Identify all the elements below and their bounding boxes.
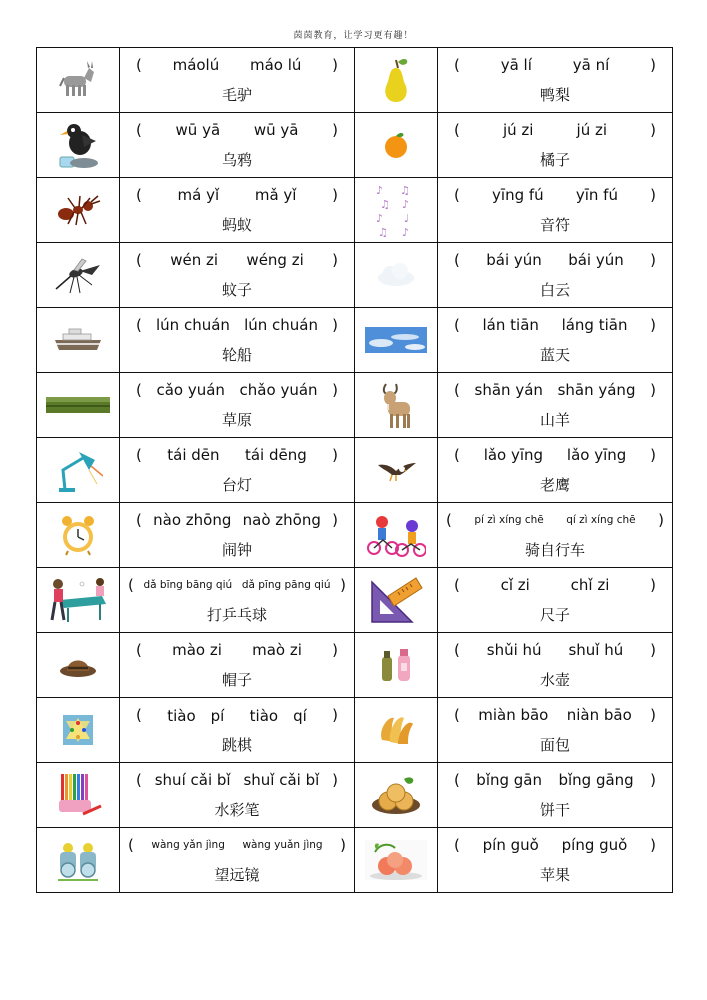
answer-cell	[120, 48, 355, 113]
picture-cell	[37, 438, 120, 503]
close-paren: )	[332, 641, 338, 659]
pinyin-option-1[interactable]: má yǐ	[177, 186, 220, 204]
pinyin-option-2[interactable]: yīn fú	[575, 186, 618, 204]
answer-cell	[120, 373, 355, 438]
pinyin-options	[438, 698, 672, 732]
alarm-clock-icon	[37, 513, 119, 557]
chinese-word: 山羊	[539, 411, 570, 429]
table-row	[37, 633, 673, 698]
chinese-word: 跳棋	[221, 736, 252, 754]
table-row	[37, 828, 673, 893]
table-row	[37, 308, 673, 373]
picture-cell	[355, 308, 438, 373]
answer-cell	[438, 373, 673, 438]
open-paren: (	[454, 316, 460, 334]
chinese-word: 草原	[221, 411, 252, 429]
picture-cell	[355, 48, 438, 113]
biscuits-icon	[355, 773, 437, 817]
picture-cell	[355, 243, 438, 308]
table-row	[37, 698, 673, 763]
close-paren: )	[332, 316, 338, 334]
pinyin-option-2[interactable]: láng tiān	[561, 316, 628, 334]
pinyin-option-2[interactable]: tiào qí	[249, 706, 307, 725]
answer-cell	[438, 48, 673, 113]
picture-cell	[37, 308, 120, 373]
open-paren: (	[136, 121, 142, 139]
close-paren: )	[650, 316, 656, 334]
pinyin-option-1[interactable]: lǎo yīng	[483, 446, 544, 464]
open-paren: (	[454, 186, 460, 204]
pinyin-option-1[interactable]: máolú	[172, 56, 220, 74]
pinyin-option-1[interactable]: nào zhōng	[153, 511, 232, 529]
pinyin-option-2[interactable]: lǎo yīng	[566, 446, 627, 464]
open-paren: (	[136, 771, 142, 789]
picture-cell	[355, 438, 438, 503]
chinese-word: 帽子	[221, 671, 252, 689]
pinyin-options	[120, 828, 354, 862]
crow-icon	[37, 119, 119, 171]
pinyin-option-2[interactable]: wū yā	[253, 121, 299, 139]
pinyin-option-1[interactable]: wàng yǎn jìng	[151, 839, 225, 851]
pinyin-option-2[interactable]: yā ní	[572, 56, 610, 74]
open-paren: (	[136, 446, 142, 464]
answer-cell	[438, 503, 673, 568]
close-paren: )	[332, 446, 338, 464]
svg-text:♪: ♪	[376, 184, 384, 197]
pinyin-option-1[interactable]: lún chuán	[156, 316, 230, 334]
open-paren: (	[454, 121, 460, 139]
open-paren: (	[454, 706, 460, 724]
chinese-word: 白云	[539, 281, 570, 299]
chinese-word: 打乒乓球	[206, 606, 267, 624]
pinyin-option-1[interactable]: miàn bāo	[478, 706, 549, 724]
pinyin-options	[438, 243, 672, 277]
pinyin-option-2[interactable]: bái yún	[568, 251, 624, 269]
answer-cell	[438, 633, 673, 698]
chinese-word: 骑自行车	[524, 541, 585, 559]
pinyin-option-2[interactable]: wéng zi	[246, 251, 304, 269]
open-paren: (	[128, 576, 134, 594]
answer-cell	[120, 828, 355, 893]
picture-cell	[355, 178, 438, 243]
table-row	[37, 503, 673, 568]
open-paren: (	[446, 511, 452, 529]
pinyin-options	[438, 503, 672, 537]
close-paren: )	[650, 381, 656, 399]
close-paren: )	[332, 56, 338, 74]
telescope-icon	[37, 838, 119, 882]
open-paren: (	[454, 771, 460, 789]
table-row	[37, 763, 673, 828]
ruler-icon	[355, 574, 437, 626]
chinese-word: 水壶	[539, 671, 570, 689]
svg-text:♫: ♫	[380, 198, 390, 211]
open-paren: (	[136, 316, 142, 334]
bread-icon	[355, 710, 437, 750]
picture-cell	[355, 503, 438, 568]
pinyin-options	[438, 763, 672, 797]
answer-cell	[120, 568, 355, 633]
picture-cell	[37, 373, 120, 438]
pinyin-options	[438, 113, 672, 147]
pinyin-options	[120, 308, 354, 342]
close-paren: )	[340, 836, 346, 854]
pinyin-option-2[interactable]: chǐ zi	[570, 576, 610, 594]
pinyin-option-2[interactable]: chǎo yuán	[239, 381, 318, 399]
picture-cell	[355, 763, 438, 828]
close-paren: )	[650, 251, 656, 269]
pinyin-option-1[interactable]: tái dēn	[167, 446, 220, 464]
close-paren: )	[340, 576, 346, 594]
picture-cell	[355, 373, 438, 438]
pinyin-options	[438, 373, 672, 407]
pear-icon	[355, 54, 437, 106]
desk-lamp-icon	[37, 446, 119, 494]
close-paren: )	[650, 56, 656, 74]
pinyin-worksheet-table	[36, 47, 673, 893]
table-row	[37, 568, 673, 633]
answer-cell	[120, 243, 355, 308]
picture-cell	[355, 568, 438, 633]
pinyin-options	[120, 438, 354, 472]
chinese-word: 水彩笔	[214, 801, 260, 819]
close-paren: )	[650, 576, 656, 594]
picture-cell	[37, 633, 120, 698]
open-paren: (	[136, 641, 142, 659]
open-paren: (	[454, 576, 460, 594]
close-paren: )	[650, 446, 656, 464]
water-bottle-icon	[355, 645, 437, 685]
pinyin-option-2[interactable]: niàn bāo	[566, 706, 632, 724]
chinese-word: 苹果	[539, 866, 570, 884]
answer-cell	[120, 113, 355, 178]
chinese-word: 台灯	[221, 476, 252, 494]
table-row	[37, 48, 673, 113]
svg-text:♩: ♩	[404, 212, 410, 225]
eagle-icon	[355, 455, 437, 485]
ant-icon	[37, 192, 119, 228]
chinese-word: 蓝天	[539, 346, 570, 364]
open-paren: (	[454, 641, 460, 659]
pinyin-options	[120, 763, 354, 797]
pinyin-option-1[interactable]: mào zi	[172, 641, 222, 659]
table-row	[37, 373, 673, 438]
picture-cell	[37, 48, 120, 113]
donkey-icon	[37, 58, 119, 102]
chinese-word: 音符	[539, 216, 570, 234]
close-paren: )	[650, 641, 656, 659]
close-paren: )	[332, 121, 338, 139]
answer-cell	[438, 113, 673, 178]
pinyin-option-1[interactable]: bǐng gān	[476, 771, 543, 789]
pinyin-option-2[interactable]: qí zì xíng chē	[566, 514, 636, 526]
picture-cell	[37, 113, 120, 178]
pinyin-option-2[interactable]: shuǐ cǎi bǐ	[243, 771, 320, 789]
music-notes-icon	[355, 182, 437, 238]
open-paren: (	[136, 381, 142, 399]
pinyin-option-1[interactable]: lán tiān	[482, 316, 539, 334]
picture-cell	[37, 568, 120, 633]
picture-cell	[37, 828, 120, 893]
open-paren: (	[454, 56, 460, 74]
close-paren: )	[650, 186, 656, 204]
table-row	[37, 113, 673, 178]
close-paren: )	[332, 511, 338, 529]
orange-icon	[355, 130, 437, 160]
chinese-word: 毛驴	[221, 86, 252, 104]
chinese-word: 闹钟	[221, 541, 252, 559]
answer-cell	[120, 698, 355, 763]
pinyin-option-2[interactable]: mǎ yǐ	[254, 186, 297, 204]
pinyin-options	[120, 243, 354, 277]
pinyin-options	[438, 308, 672, 342]
open-paren: (	[454, 836, 460, 854]
pinyin-options	[438, 48, 672, 82]
pinyin-option-1[interactable]: wén zi	[170, 251, 219, 269]
pinyin-option-2[interactable]: naò zhōng	[242, 511, 321, 529]
pinyin-option-2[interactable]: shān yáng	[557, 381, 636, 399]
pinyin-options	[438, 178, 672, 212]
pinyin-option-1[interactable]: jú zi	[502, 121, 534, 139]
pinyin-option-1[interactable]: yā lí	[500, 56, 532, 74]
pinyin-option-1[interactable]: tiào pí	[167, 706, 225, 725]
answer-cell	[120, 503, 355, 568]
chinese-word: 望远镜	[214, 866, 260, 884]
answer-cell	[120, 438, 355, 503]
answer-cell	[438, 568, 673, 633]
pinyin-option-1[interactable]: shuí cǎi bǐ	[154, 771, 231, 789]
chinese-word: 尺子	[539, 606, 570, 624]
answer-cell	[120, 308, 355, 373]
cyclists-icon	[355, 512, 437, 558]
open-paren: (	[136, 251, 142, 269]
pinyin-option-2[interactable]: dǎ pīng pāng qiú	[241, 579, 331, 591]
open-paren: (	[136, 511, 142, 529]
picture-cell	[37, 763, 120, 828]
answer-cell	[438, 828, 673, 893]
pinyin-options	[120, 48, 354, 82]
pinyin-options	[120, 698, 354, 732]
close-paren: )	[332, 771, 338, 789]
pinyin-option-2[interactable]: lún chuán	[244, 316, 318, 334]
close-paren: )	[650, 771, 656, 789]
chinese-word: 轮船	[221, 346, 252, 364]
close-paren: )	[332, 251, 338, 269]
pinyin-option-1[interactable]: cǎo yuán	[156, 381, 225, 399]
picture-cell	[37, 503, 120, 568]
table-tennis-icon	[37, 574, 119, 626]
chinese-word: 蚂蚁	[221, 216, 252, 234]
cloud-icon	[355, 260, 437, 290]
pinyin-options	[120, 178, 354, 212]
open-paren: (	[136, 706, 142, 724]
close-paren: )	[332, 706, 338, 724]
picture-cell	[37, 698, 120, 763]
pinyin-option-2[interactable]: wàng yuǎn jìng	[242, 839, 323, 851]
svg-text:♪: ♪	[402, 198, 410, 211]
answer-cell	[438, 308, 673, 373]
open-paren: (	[128, 836, 134, 854]
chinese-word: 乌鸦	[221, 151, 252, 169]
answer-cell	[120, 633, 355, 698]
pinyin-options	[438, 633, 672, 667]
pinyin-option-1[interactable]: cǐ zi	[500, 576, 530, 594]
answer-cell	[438, 698, 673, 763]
picture-cell	[37, 178, 120, 243]
answer-cell	[120, 178, 355, 243]
pinyin-options	[120, 503, 354, 537]
table-row	[37, 438, 673, 503]
blue-sky-icon	[355, 327, 437, 353]
open-paren: (	[454, 446, 460, 464]
close-paren: )	[332, 381, 338, 399]
pinyin-options	[438, 828, 672, 862]
pinyin-options	[438, 438, 672, 472]
pinyin-option-2[interactable]: píng guǒ	[561, 836, 628, 854]
close-paren: )	[332, 186, 338, 204]
pinyin-options	[120, 633, 354, 667]
mosquito-icon	[37, 253, 119, 297]
chinese-checkers-icon	[37, 713, 119, 747]
svg-text:♫: ♫	[400, 184, 410, 197]
picture-cell	[355, 113, 438, 178]
open-paren: (	[454, 381, 460, 399]
chinese-word: 鸭梨	[539, 86, 570, 104]
pinyin-option-2[interactable]: bǐng gāng	[558, 771, 634, 789]
picture-cell	[355, 828, 438, 893]
pinyin-options	[120, 373, 354, 407]
grassland-icon	[37, 397, 119, 413]
page-header: 茵茵教育，让学习更有趣！	[293, 31, 414, 41]
picture-cell	[355, 633, 438, 698]
svg-text:♪: ♪	[402, 226, 410, 238]
table-row	[37, 243, 673, 308]
answer-cell	[438, 178, 673, 243]
pinyin-option-1[interactable]: pín guǒ	[482, 836, 539, 854]
chinese-word: 面包	[539, 736, 570, 754]
pinyin-option-1[interactable]: pí zì xíng chē	[474, 514, 544, 526]
open-paren: (	[136, 186, 142, 204]
chinese-word: 老鹰	[539, 476, 570, 494]
svg-text:♫: ♫	[378, 226, 388, 238]
pinyin-option-1[interactable]: bái yún	[486, 251, 542, 269]
pinyin-option-1[interactable]: shǔi hú	[486, 641, 542, 659]
close-paren: )	[650, 121, 656, 139]
pinyin-options	[120, 568, 354, 602]
answer-cell	[438, 243, 673, 308]
chinese-word: 饼干	[539, 801, 570, 819]
chinese-word: 蚊子	[221, 281, 252, 299]
pinyin-option-1[interactable]: wū yā	[175, 121, 221, 139]
pinyin-option-1[interactable]: dǎ bīng bāng qiú	[143, 579, 233, 591]
pinyin-option-2[interactable]: tái dēng	[244, 446, 307, 464]
pinyin-options	[120, 113, 354, 147]
answer-cell	[120, 763, 355, 828]
hat-icon	[37, 651, 119, 679]
pinyin-option-1[interactable]: shān yán	[474, 381, 543, 399]
apples-icon	[355, 838, 437, 882]
pinyin-options	[438, 568, 672, 602]
answer-cell	[438, 438, 673, 503]
open-paren: (	[454, 251, 460, 269]
picture-cell	[37, 243, 120, 308]
svg-text:♪: ♪	[376, 212, 384, 225]
chinese-word: 橘子	[539, 151, 570, 169]
ship-icon	[37, 326, 119, 354]
pinyin-option-2[interactable]: shuǐ hú	[568, 641, 624, 659]
pinyin-option-1[interactable]: yīng fú	[492, 186, 544, 204]
answer-cell	[438, 763, 673, 828]
close-paren: )	[658, 511, 664, 529]
goat-icon	[355, 380, 437, 430]
table-row	[37, 178, 673, 243]
picture-cell	[355, 698, 438, 763]
colored-pens-icon	[37, 770, 119, 820]
pinyin-option-2[interactable]: máo lú	[249, 56, 302, 74]
close-paren: )	[650, 706, 656, 724]
close-paren: )	[650, 836, 656, 854]
open-paren: (	[136, 56, 142, 74]
pinyin-option-2[interactable]: jú zi	[576, 121, 608, 139]
pinyin-option-2[interactable]: maò zi	[252, 641, 302, 659]
